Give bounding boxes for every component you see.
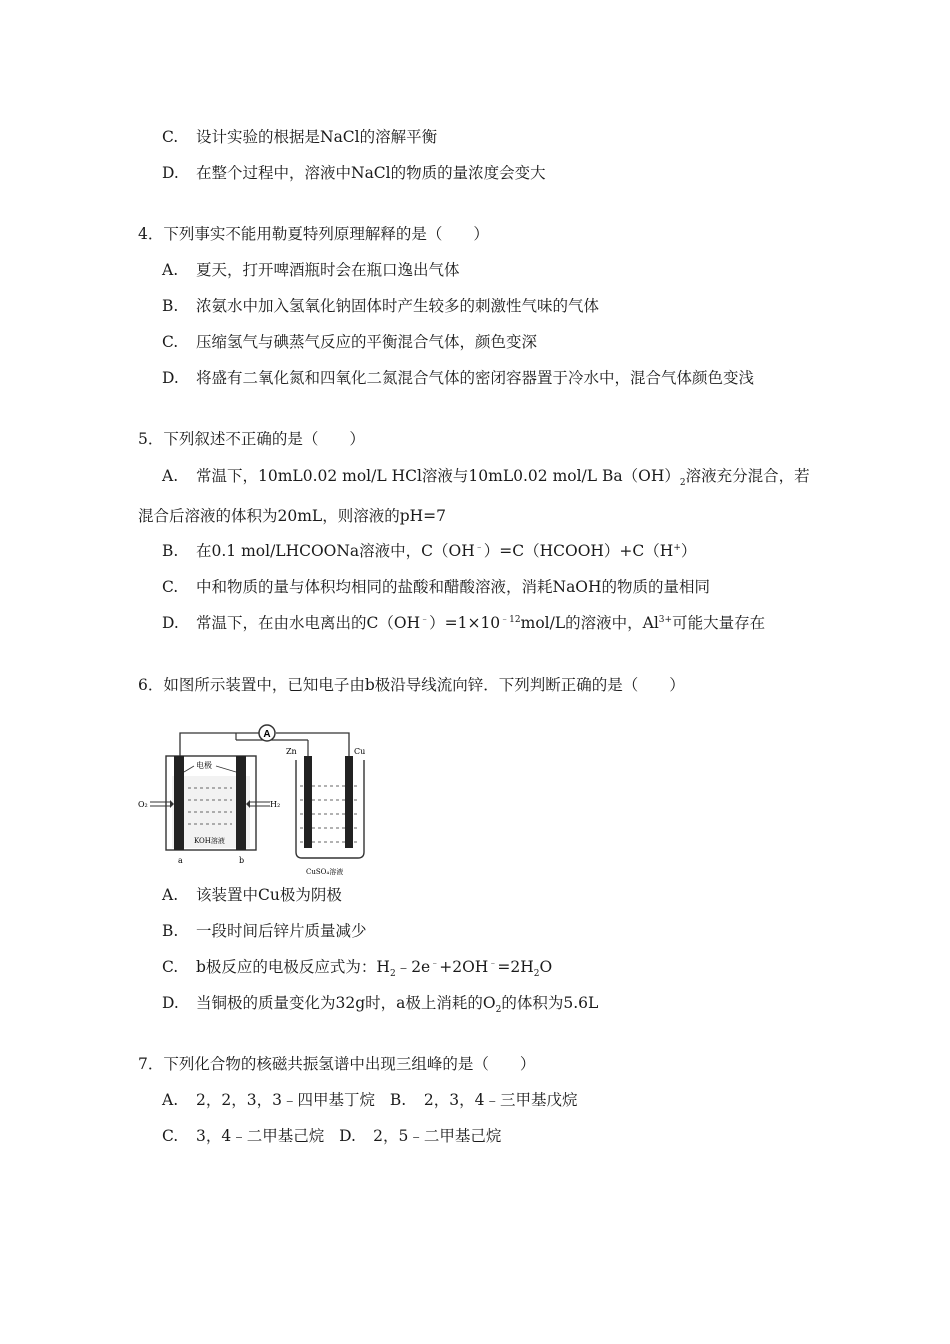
option-text: =2H	[497, 958, 534, 976]
superscript: ﹣	[474, 542, 484, 553]
zn-electrode	[304, 756, 312, 848]
option-text: 3，4﹣二甲基己烷	[196, 1127, 325, 1145]
option-text: 压缩氢气与碘蒸气反应的平衡混合气体，颜色变深	[196, 333, 538, 351]
option-label: B.	[389, 1091, 407, 1109]
option-text: 浓氨水中加入氢氧化钠固体时产生较多的刺激性气味的气体	[196, 297, 600, 315]
subscript: 2	[533, 969, 540, 980]
option-text: mol/L的溶液中，Al	[520, 614, 659, 632]
q7-stem: 7．下列化合物的核磁共振氢谱中出现三组峰的是（ ）	[138, 1055, 536, 1073]
superscript: 3+	[658, 614, 673, 625]
subscript: 2	[679, 478, 686, 489]
option-text: 中和物质的量与体积均相同的盐酸和醋酸溶液，消耗NaOH的物质的量相同	[196, 578, 711, 596]
option-label: A.	[162, 261, 179, 279]
superscript: ﹣	[488, 958, 498, 969]
q5-option-b	[162, 541, 696, 561]
option-label: A.	[162, 1091, 179, 1109]
o2-label: O₂	[138, 800, 148, 809]
q4-stem: 4．下列事实不能用勒夏特列原理解释的是（ ）	[138, 225, 489, 243]
option-text: ）=C（HCOOH）+C（H	[483, 542, 674, 560]
option-text: 在整个过程中，溶液中NaCl的物质的量浓度会变大	[196, 164, 546, 182]
koh-solution-label: KOH溶液	[194, 837, 225, 845]
q6-option-b	[162, 921, 367, 941]
q4-option-a	[162, 260, 460, 280]
superscript: ﹣	[430, 958, 440, 969]
option-text: 常温下，在由水电离出的C（OH	[196, 614, 421, 632]
option-label: B.	[162, 542, 179, 560]
option-text: 2，5﹣二甲基己烷	[373, 1127, 502, 1145]
q5-option-a-continuation: 混合后溶液的体积为20mL，则溶液的pH=7	[138, 507, 447, 525]
ammeter-label: A	[263, 729, 271, 740]
left-wire	[180, 733, 259, 756]
option-text: 夏天，打开啤酒瓶时会在瓶口逸出气体	[196, 261, 460, 279]
option-label: C.	[162, 1127, 179, 1145]
zn-label: Zn	[286, 747, 297, 756]
q4-option-d	[162, 368, 754, 388]
option-label: C.	[162, 578, 179, 596]
option-text: b极反应的电极反应式为：H	[196, 958, 390, 976]
q5-option-d	[162, 613, 765, 633]
option-label: A.	[162, 467, 179, 485]
superscript: ﹣12	[500, 614, 521, 625]
option-text: 当铜极的质量变化为32g时，a极上消耗的O	[196, 994, 496, 1012]
q6-stem: 6．如图所示装置中，已知电子由b极沿导线流向锌．下列判断正确的是（ ）	[138, 676, 685, 694]
option-text: +2OH	[439, 958, 489, 976]
option-text: 将盛有二氧化氮和四氧化二氮混合气体的密闭容器置于冷水中，混合气体颜色变浅	[196, 369, 755, 387]
q7-options-line-2	[162, 1126, 501, 1146]
electrode-label: 电极	[196, 761, 212, 770]
q6-option-c	[162, 957, 553, 980]
option-label: D.	[162, 614, 179, 632]
option-text: ﹣2e	[395, 958, 431, 976]
q5-option-a	[162, 466, 810, 489]
q4-option-b	[162, 296, 599, 316]
option-text: 设计实验的根据是NaCl的溶解平衡	[196, 128, 438, 146]
option-text: O	[539, 958, 553, 976]
option-text: 可能大量存在	[672, 614, 766, 632]
option-label: D.	[162, 164, 179, 182]
option-text: 溶液充分混合，若	[685, 467, 810, 485]
q7-options-line-1	[162, 1090, 577, 1110]
option-label: D.	[162, 994, 179, 1012]
cuso4-label: CuSO₄溶液	[306, 868, 344, 876]
h2-label: H₂	[270, 800, 281, 809]
electrode-b-label: b	[239, 856, 245, 865]
option-text: 在0.1 mol/LHCOONa溶液中，C（OH	[196, 542, 475, 560]
option-label: C.	[162, 958, 179, 976]
electrode-a	[174, 756, 184, 850]
option-label: D.	[162, 369, 179, 387]
option-text: 的体积为5.6L	[501, 994, 599, 1012]
electrode-b	[236, 756, 246, 850]
electrochemistry-apparatus-figure	[136, 716, 372, 884]
q6-option-d	[162, 993, 599, 1016]
subscript: 2	[389, 969, 396, 980]
q3-option-c	[162, 127, 437, 147]
option-text: ）	[680, 542, 697, 560]
q5-option-c	[162, 577, 710, 597]
cu-electrode	[345, 756, 353, 848]
option-label: B.	[162, 922, 179, 940]
option-text: 2，3，4﹣三甲基戊烷	[423, 1091, 578, 1109]
option-text: ）=1×10	[429, 614, 501, 632]
q4-option-c	[162, 332, 537, 352]
q6-option-a	[162, 885, 342, 905]
electrode-a-label: a	[178, 856, 183, 865]
q3-option-d	[162, 163, 546, 183]
option-text: 常温下，10mL0.02 mol/L HCl溶液与10mL0.02 mol/L Ba（OH）	[196, 467, 680, 485]
option-label: A.	[162, 886, 179, 904]
superscript: ﹣	[420, 614, 430, 625]
option-label: D.	[339, 1127, 356, 1145]
option-text: 一段时间后锌片质量减少	[196, 922, 367, 940]
option-text: 2，2，3，3﹣四甲基丁烷	[196, 1091, 375, 1109]
cu-label: Cu	[354, 747, 366, 756]
option-text: 该装置中Cu极为阴极	[196, 886, 342, 904]
q5-stem: 5．下列叙述不正确的是（ ）	[138, 430, 365, 448]
option-label: C.	[162, 128, 179, 146]
option-label: C.	[162, 333, 179, 351]
subscript: 2	[495, 1005, 502, 1016]
superscript: +	[673, 542, 681, 553]
option-label: B.	[162, 297, 179, 315]
